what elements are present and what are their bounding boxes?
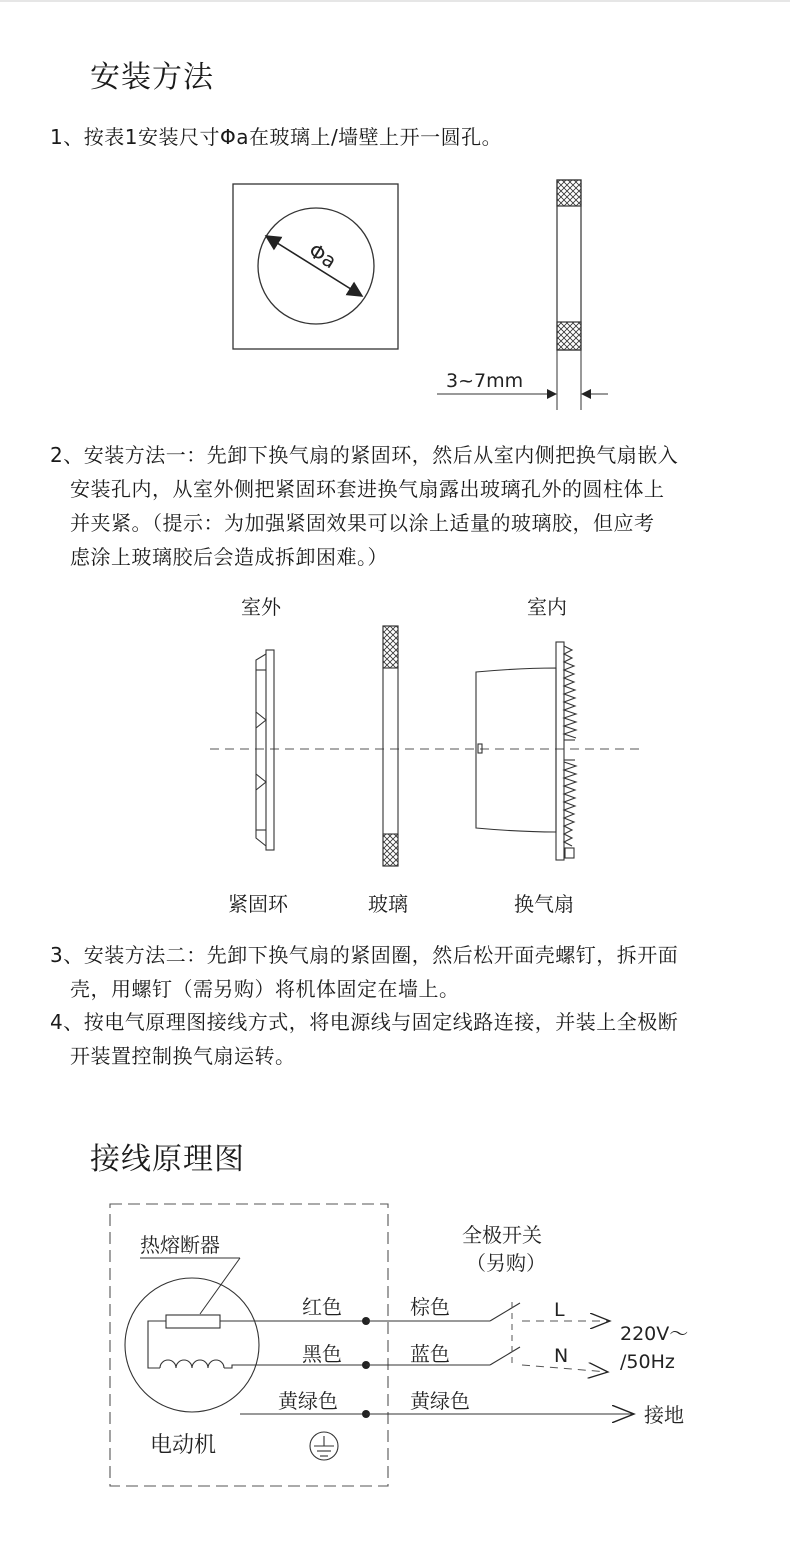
indoor-label: 室内 — [527, 595, 567, 619]
hole-diagram — [0, 170, 790, 430]
yellow-green-right-label: 黄绿色 — [410, 1389, 470, 1413]
brown-wire-label: 棕色 — [410, 1295, 450, 1319]
N-label: N — [554, 1345, 569, 1367]
motor-circle — [125, 1278, 259, 1412]
top-divider — [0, 0, 790, 2]
step-2-line-1: 2、安装方法一：先卸下换气扇的紧固环，然后从室内侧把换气扇嵌入 — [50, 443, 679, 467]
hole-label: Φa — [304, 238, 341, 274]
voltage-label: 220V～ — [620, 1323, 689, 1345]
step-2-line-3: 并夹紧。（提示：为加强紧固效果可以涂上适量的玻璃胶，但应考 — [70, 511, 655, 535]
step-3-line-2: 壳，用螺钉（需另购）将机体固定在墙上。 — [70, 977, 460, 1001]
ring-label: 紧固环 — [228, 892, 288, 916]
switch-blade-N — [490, 1347, 520, 1365]
fastening-ring — [256, 650, 274, 850]
ground-icon — [310, 1432, 338, 1460]
step-3-line-1: 3、安装方法二：先卸下换气扇的紧固圈，然后松开面壳螺钉，拆开面 — [50, 943, 679, 967]
blue-wire-label: 蓝色 — [410, 1342, 450, 1366]
glass-piece — [383, 626, 398, 866]
switch-blade-L — [490, 1303, 520, 1321]
fuse-symbol — [166, 1315, 220, 1328]
section-title-install: 安装方法 — [90, 60, 214, 95]
step-1-text: 1、按表1安装尺寸Φa在玻璃上/墙壁上开一圆孔。 — [50, 125, 503, 149]
step-2-line-2: 安装孔内，从室外侧把紧固环套进换气扇露出玻璃孔外的圆柱体上 — [70, 477, 665, 501]
step-4-line-2: 开装置控制换气扇运转。 — [70, 1044, 296, 1068]
section-title-wiring: 接线原理图 — [90, 1142, 245, 1177]
assembly-diagram — [0, 620, 790, 880]
switch-sub-label: （另购） — [466, 1251, 546, 1275]
L-label: L — [554, 1299, 565, 1321]
glass-hatch-bottom — [557, 322, 581, 350]
black-wire-label: 黑色 — [302, 1342, 342, 1366]
coil-symbol — [160, 1360, 224, 1368]
motor-label: 电动机 — [150, 1433, 217, 1458]
glass-label: 玻璃 — [368, 892, 408, 916]
step-4-line-1: 4、按电气原理图接线方式，将电源线与固定线路连接，并装上全极断 — [50, 1010, 679, 1034]
fan-label: 换气扇 — [514, 892, 574, 916]
ground-label: 接地 — [644, 1403, 684, 1427]
thickness-label: 3~7mm — [446, 370, 524, 392]
fuse-label: 热熔断器 — [140, 1233, 220, 1257]
frequency-label: /50Hz — [620, 1351, 675, 1373]
fan-body — [476, 642, 576, 860]
hole-circle — [258, 208, 374, 324]
yellow-green-left-label: 黄绿色 — [278, 1389, 338, 1413]
glass-hatch-top — [557, 180, 581, 206]
outdoor-label: 室外 — [241, 595, 281, 619]
step-2-line-4: 虑涂上玻璃胶后会造成拆卸困难。） — [70, 545, 388, 569]
switch-label: 全极开关 — [462, 1223, 542, 1247]
wiring-diagram — [0, 1190, 790, 1510]
red-wire-label: 红色 — [302, 1295, 342, 1319]
